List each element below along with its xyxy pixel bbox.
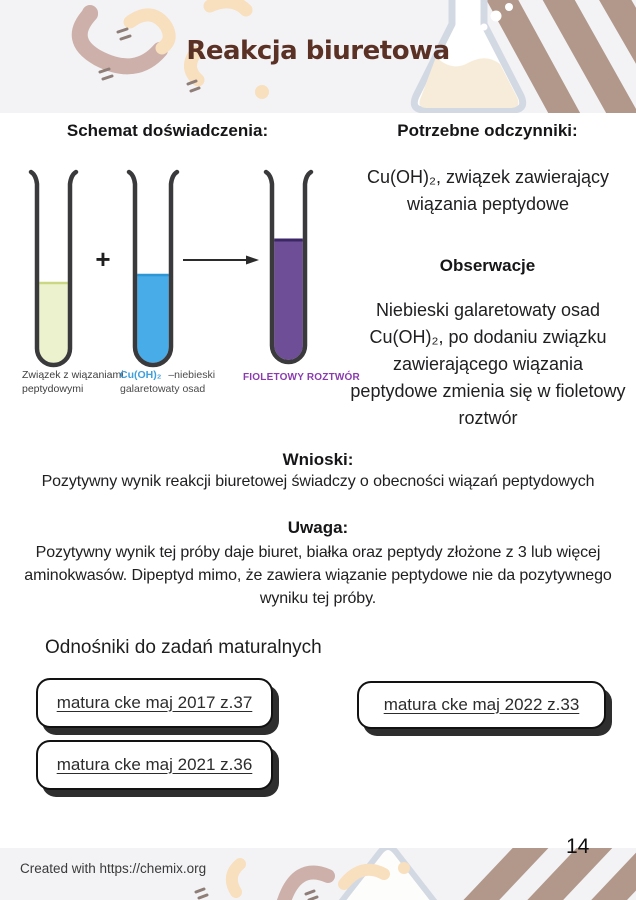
header-band	[0, 0, 636, 113]
tube2-label-rest: –niebieski	[168, 369, 216, 381]
note-text: Pozytywny wynik tej próby daje biuret, białka oraz peptydy złożone z 3 lub więcej aminokwasów. Dipeptyd mimo, że zawiera wiązanie peptydowe nie da pozytywnego wyniku tej próby.	[24, 544, 612, 608]
tube1-label-line1: Związek z wiązaniami	[22, 369, 124, 381]
tube3-label: FIOLETOWY ROZTWÓR	[243, 372, 360, 383]
matura-2022-link-button[interactable]	[357, 681, 606, 729]
reagents-text: Cu(OH)₂, związek zawierający wiązania peptydowe	[366, 167, 610, 214]
squiggle-doodle-bottom	[283, 873, 328, 900]
page-title: Reakcja biuretowa	[186, 36, 450, 66]
test-tube-1-liquid	[39, 283, 68, 363]
reagents-heading: Potrzebne odczynniki:	[397, 121, 578, 140]
matura-2017-link-button[interactable]	[36, 678, 273, 728]
observations-heading: Obserwacje	[439, 256, 536, 275]
svg-text:Cu(OH)₂ –niebieski	[120, 369, 215, 381]
tube1-label-line2: peptydowymi	[22, 383, 84, 395]
experiment-diagram	[10, 156, 360, 408]
matura-2021-label: matura cke maj 2021 z.36	[56, 755, 253, 774]
test-tube-2-liquid	[137, 275, 169, 363]
tube1-label	[22, 369, 124, 395]
dash-doodles-bottom	[196, 889, 317, 900]
plus-sign: +	[95, 244, 111, 274]
conclusions-text: Pozytywny wynik reakcji biuretowej świadczy o obecności wiązań peptydowych	[41, 473, 595, 490]
tube2-label-line2: galaretowaty osad	[120, 383, 206, 395]
credit-text: Created with https://chemix.org	[20, 861, 207, 876]
page-number: 14	[566, 835, 590, 858]
tube2-formula: Cu(OH)₂	[120, 369, 162, 381]
conclusions-heading: Wnioski:	[282, 450, 354, 469]
scheme-heading: Schemat doświadczenia:	[66, 121, 269, 140]
references-heading: Odnośniki do zadań maturalnych	[45, 637, 322, 658]
reaction-arrow	[183, 256, 259, 265]
matura-2022-label: matura cke maj 2022 z.33	[383, 695, 580, 714]
note-heading: Uwaga:	[287, 518, 349, 537]
tube2-label	[120, 369, 215, 395]
matura-2017-label: matura cke maj 2017 z.37	[56, 693, 253, 712]
observations-text: Niebieski galaretowaty osad Cu(OH)₂, po dodaniu związku zawierającego wiązania peptydowe zmienia się w fioletowy roztwór	[350, 300, 626, 428]
matura-2021-link-button[interactable]	[36, 740, 273, 790]
test-tube-3-liquid	[274, 240, 303, 360]
